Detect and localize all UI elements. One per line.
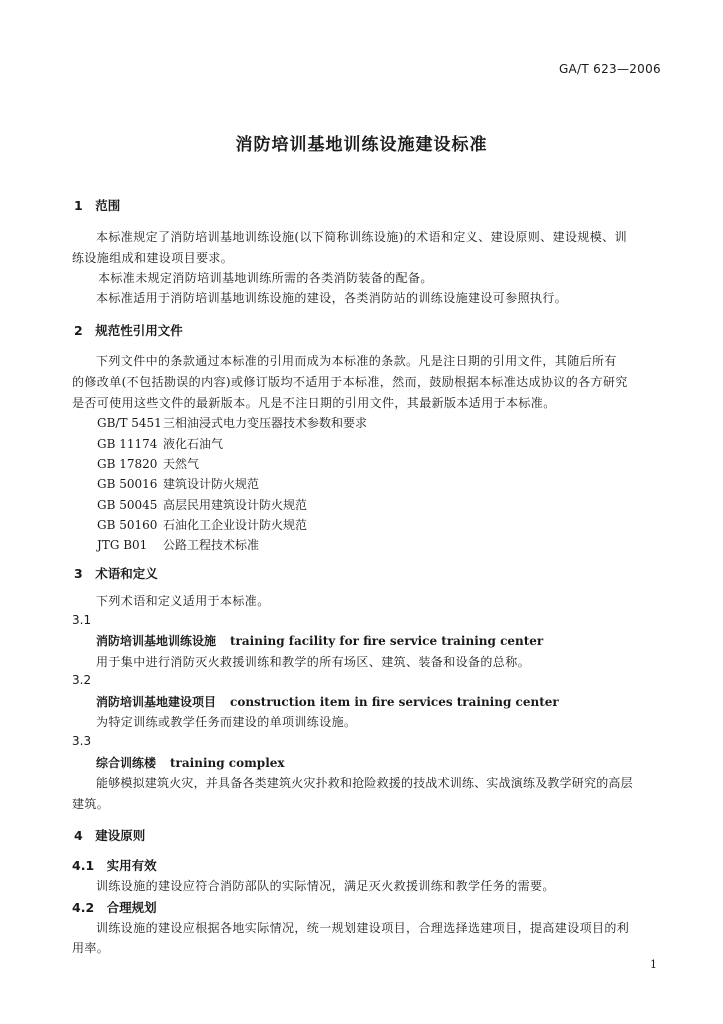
section-4-2-text-line-1: 训练设施的建设应根据各地实际情况，统一规划建设项目，合理选择选建项目，提高建设项目的利 xyxy=(96,921,630,935)
term-3-3-en: training complex xyxy=(170,756,285,770)
term-3-2-definition: 为特定训练或教学任务而建设的单项训练设施。 xyxy=(96,715,357,729)
section-1-para-1-line-2: 练设施组成和建设项目要求。 xyxy=(72,251,234,265)
term-3-1 xyxy=(96,632,543,649)
section-1-para-2: 本标准未规定消防培训基地训练所需的各类消防装备的配备。 xyxy=(98,271,433,285)
term-3-2-en: construction item in fire services training center xyxy=(230,695,559,709)
ref-item xyxy=(97,496,307,513)
term-3-2-cn: 消防培训基地建设项目 xyxy=(96,695,217,709)
section-2-para-line-1: 下列文件中的条款通过本标准的引用而成为本标准的条款。凡是注日期的引用文件，其随后所有 xyxy=(96,354,617,368)
term-3-3 xyxy=(96,754,285,771)
section-2-heading: 2 规范性引用文件 xyxy=(74,323,183,338)
section-4-heading: 4 建设原则 xyxy=(74,828,146,843)
ref-title: 液化石油气 xyxy=(163,437,224,451)
section-1-para-3: 本标准适用于消防培训基地训练设施的建设，各类消防站的训练设施建设可参照执行。 xyxy=(96,291,568,305)
section-4-2-text-line-2: 用率。 xyxy=(72,941,110,955)
term-3-1-en: training facility for fire service training center xyxy=(230,634,544,648)
section-1-heading: 1 范围 xyxy=(74,198,121,213)
section-1-para-1-line-1: 本标准规定了消防培训基地训练设施(以下简称训练设施)的术语和定义、建设原则、建设规模、训 xyxy=(96,230,627,244)
ref-title: 天然气 xyxy=(163,457,200,471)
ref-code: JTG B01 xyxy=(97,538,148,552)
section-3-heading: 3 术语和定义 xyxy=(74,566,158,581)
term-3-1-definition: 用于集中进行消防灭火救援训练和教学的所有场区、建筑、装备和设备的总称。 xyxy=(96,655,531,669)
term-3-1-number: 3.1 xyxy=(72,613,92,627)
term-3-2 xyxy=(96,693,559,710)
ref-title: 公路工程技术标准 xyxy=(163,538,260,552)
ref-item xyxy=(97,414,367,431)
ref-code: GB/T 5451 xyxy=(97,416,162,430)
standard-code: GA/T 623—2006 xyxy=(558,62,661,76)
term-3-1-cn: 消防培训基地训练设施 xyxy=(96,634,217,648)
ref-code: GB 17820 xyxy=(97,457,158,471)
section-4-1-heading: 4.1 实用有效 xyxy=(72,858,157,873)
ref-title: 三相油浸式电力变压器技术参数和要求 xyxy=(163,416,368,430)
ref-code: GB 50016 xyxy=(97,477,158,491)
term-3-3-cn: 综合训练楼 xyxy=(96,756,157,770)
ref-item xyxy=(97,475,259,492)
term-3-3-definition-line-2: 建筑。 xyxy=(72,797,110,811)
page-number: 1 xyxy=(650,958,657,971)
section-2-para-line-3: 是否可使用这些文件的最新版本。凡是不注日期的引用文件，其最新版本适用于本标准。 xyxy=(72,396,556,410)
ref-item xyxy=(97,536,259,553)
section-4-2-heading: 4.2 合理规划 xyxy=(72,900,157,915)
ref-title: 高层民用建筑设计防火规范 xyxy=(163,498,308,512)
ref-code: GB 11174 xyxy=(97,437,158,451)
ref-code: GB 50045 xyxy=(97,498,158,512)
section-4-1-text: 训练设施的建设应符合消防部队的实际情况，满足灭火救援训练和教学任务的需要。 xyxy=(96,879,555,893)
section-3-intro: 下列术语和定义适用于本标准。 xyxy=(96,594,270,608)
term-3-3-number: 3.3 xyxy=(72,734,92,748)
ref-title: 石油化工企业设计防火规范 xyxy=(163,518,308,532)
ref-title: 建筑设计防火规范 xyxy=(163,477,260,491)
ref-code: GB 50160 xyxy=(97,518,158,532)
ref-item xyxy=(97,455,199,472)
term-3-2-number: 3.2 xyxy=(72,673,92,687)
ref-item xyxy=(97,435,223,452)
ref-item xyxy=(97,516,307,533)
section-2-para-line-2: 的修改单(不包括勘误的内容)或修订版均不适用于本标准，然而，鼓励根据本标准达成协议的各方研究 xyxy=(72,375,628,389)
document-title: 消防培训基地训练设施建设标准 xyxy=(235,135,488,155)
term-3-3-definition-line-1: 能够模拟建筑火灾，并具备各类建筑火灾扑救和抢险救援的技战术训练、实战演练及教学研究的高层 xyxy=(96,776,633,790)
